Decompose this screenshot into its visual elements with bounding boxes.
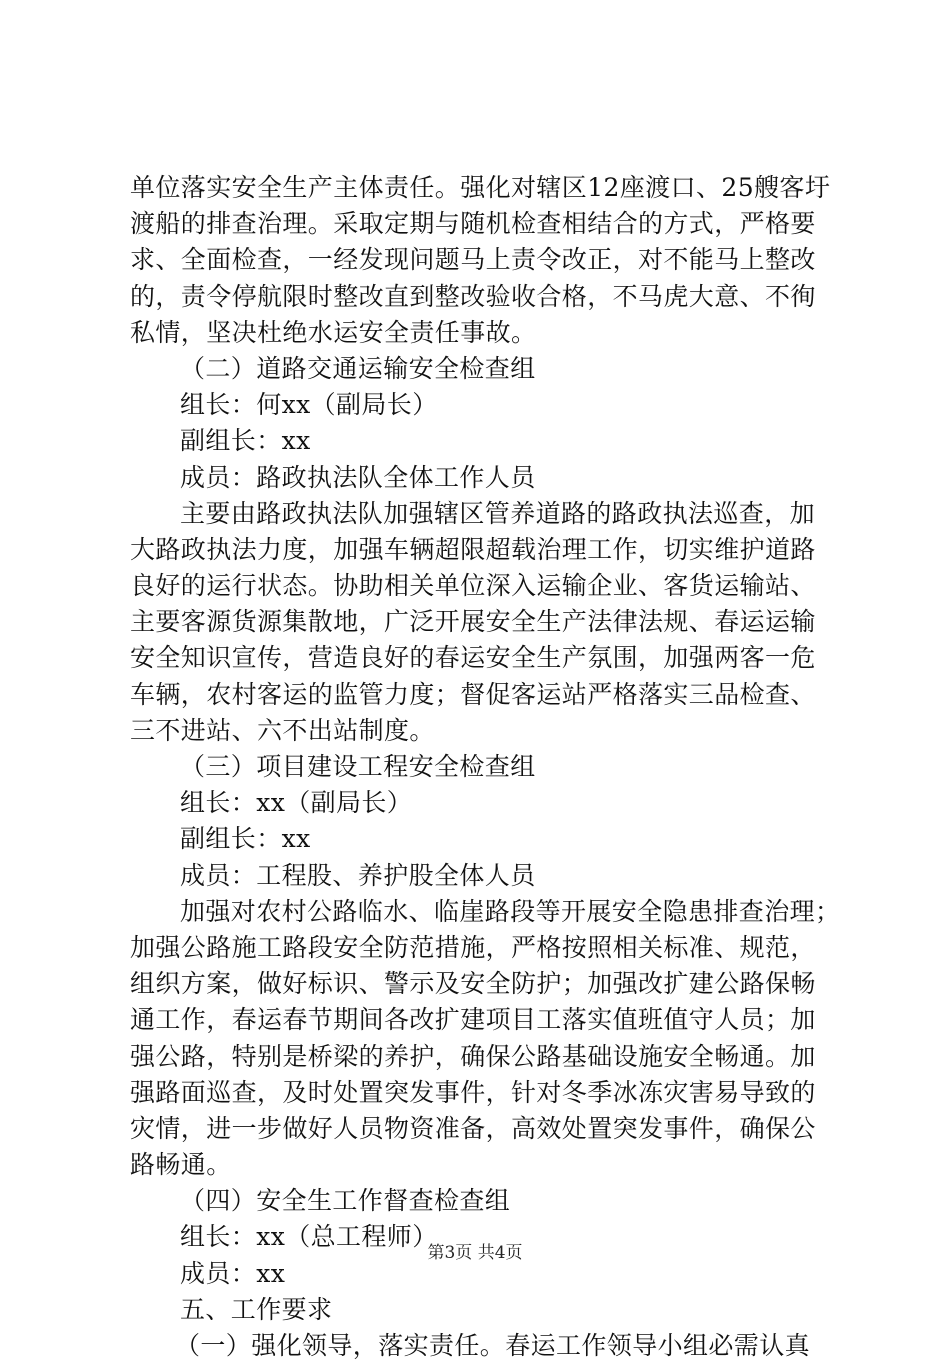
text-line: 通工作，春运春节期间各改扩建项目工落实值班值守人员；加	[130, 1005, 816, 1035]
text-line: 路畅通。	[130, 1150, 232, 1180]
text-line: 成员：工程股、养护股全体人员	[180, 860, 536, 890]
text-line: 组长：xx（总工程师）	[180, 1222, 438, 1252]
text-line: 求、全面检查，一经发现问题马上责令改正，对不能马上整改	[130, 245, 816, 275]
text-line: 副组长：xx	[180, 426, 311, 456]
text-line: 主要由路政执法队加强辖区管养道路的路政执法巡查，加	[180, 498, 816, 528]
text-line: 加强公路施工路段安全防范措施，严格按照相关标准、规范，	[130, 932, 816, 962]
text-line: 三不进站、六不出站制度。	[130, 715, 435, 745]
text-line: 大路政执法力度，加强车辆超限超载治理工作，切实维护道路	[130, 534, 816, 564]
text-line: 强公路，特别是桥梁的养护，确保公路基础设施安全畅通。加	[130, 1041, 816, 1071]
text-line: 五、工作要求	[180, 1294, 333, 1324]
text-line: 组长：何xx（副局长）	[180, 390, 438, 420]
text-line: 良好的运行状态。协助相关单位深入运输企业、客货运输站、	[130, 571, 816, 601]
text-line: 成员：路政执法队全体工作人员	[180, 462, 536, 492]
text-line: 车辆，农村客运的监管力度；督促客运站严格落实三品检查、	[130, 679, 816, 709]
text-line: （一）强化领导，落实责任。春运工作领导小组必需认真	[175, 1331, 811, 1360]
text-line: 强路面巡查，及时处置突发事件，针对冬季冰冻灾害易导致的	[130, 1077, 816, 1107]
document-body	[130, 170, 841, 1364]
page-footer: 第3页 共4页	[427, 1243, 523, 1263]
text-line: （四）安全生工作督查检查组	[180, 1186, 511, 1216]
text-line: 的，责令停航限时整改直到整改验收合格，不马虎大意、不徇	[130, 281, 816, 311]
text-line: 渡船的排查治理。采取定期与随机检查相结合的方式，严格要	[130, 209, 816, 239]
text-line: （二）道路交通运输安全检查组	[180, 353, 536, 383]
text-line: 成员：xx	[180, 1258, 286, 1288]
text-line: 加强对农村公路临水、临崖路段等开展安全隐患排查治理；	[180, 896, 841, 926]
text-line: 灾情，进一步做好人员物资准备，高效处置突发事件，确保公	[130, 1113, 816, 1143]
text-line: 副组长：xx	[180, 824, 311, 854]
text-line: （三）项目建设工程安全检查组	[180, 752, 536, 781]
text-line: 组长：xx（副局长）	[180, 788, 413, 818]
text-line: 安全知识宣传，营造良好的春运安全生产氛围，加强两客一危	[130, 643, 816, 673]
text-line: 组织方案，做好标识、警示及安全防护；加强改扩建公路保畅	[130, 969, 816, 999]
text-line: 单位落实安全生产主体责任。强化对辖区12座渡口、25艘客圩	[130, 173, 831, 202]
text-line: 私情，坚决杜绝水运安全责任事故。	[130, 317, 537, 347]
text-line: 主要客源货源集散地，广泛开展安全生产法律法规、春运运输	[130, 607, 816, 637]
